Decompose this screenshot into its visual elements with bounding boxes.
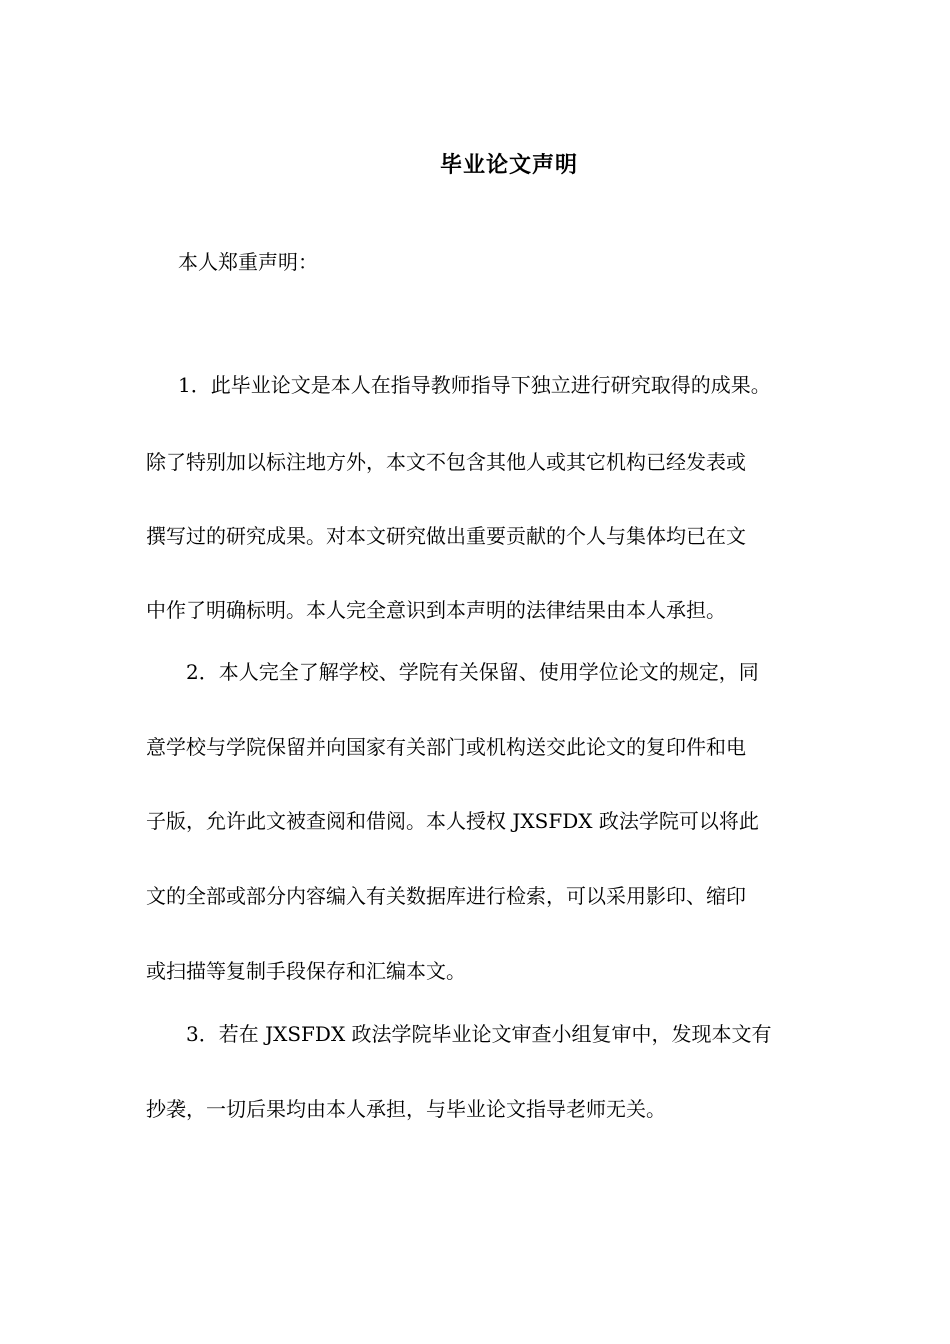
declaration-item-2-line-5: 或扫描等复制手段保存和汇编本文。 <box>146 959 466 983</box>
declaration-item-1-line-4: 中作了明确标明。本人完全意识到本声明的法律结果由本人承担。 <box>146 598 726 622</box>
declaration-item-1-line-1: 1．此毕业论文是本人在指导教师指导下独立进行研究取得的成果。 <box>178 373 771 397</box>
declaration-item-3-line-1: 3．若在 JXSFDX 政法学院毕业论文审查小组复审中，发现本文有 <box>186 1022 772 1046</box>
declaration-item-3-line-2: 抄袭，一切后果均由本人承担，与毕业论文指导老师无关。 <box>146 1097 666 1121</box>
declaration-item-2-line-2: 意学校与学院保留并向国家有关部门或机构送交此论文的复印件和电 <box>146 735 746 759</box>
declaration-item-2-line-1: 2．本人完全了解学校、学院有关保留、使用学位论文的规定，同 <box>186 660 759 684</box>
declaration-item-2-line-3: 子版，允许此文被查阅和借阅。本人授权 JXSFDX 政法学院可以将此 <box>146 809 759 833</box>
declaration-item-2-line-4: 文的全部或部分内容编入有关数据库进行检索，可以采用影印、缩印 <box>146 884 746 908</box>
declaration-item-1-line-3: 撰写过的研究成果。对本文研究做出重要贡献的个人与集体均已在文 <box>146 524 746 548</box>
intro-statement: 本人郑重声明： <box>178 250 318 274</box>
declaration-item-1-line-2: 除了特别加以标注地方外，本文不包含其他人或其它机构已经发表或 <box>146 450 746 474</box>
page-title: 毕业论文声明 <box>439 153 578 178</box>
